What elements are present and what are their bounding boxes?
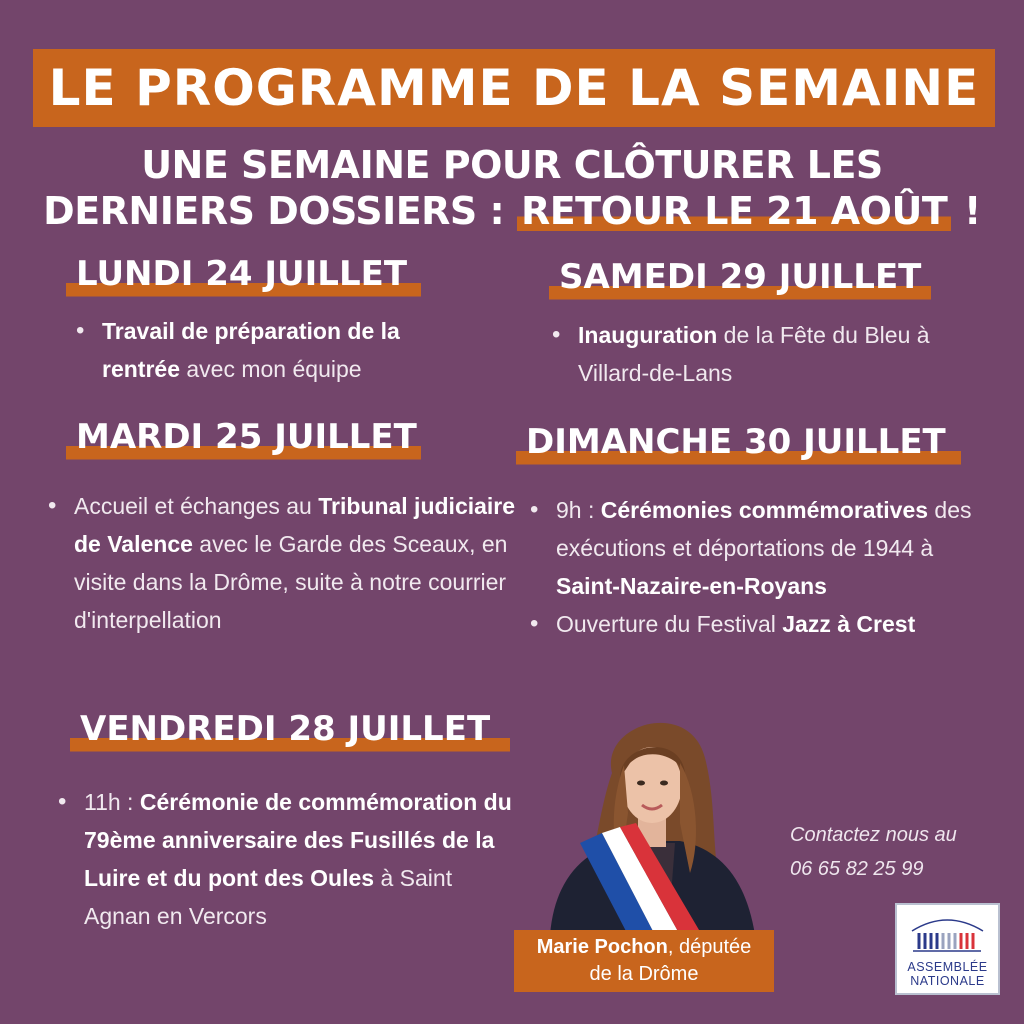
list-item [530, 605, 1000, 643]
list-item [552, 316, 932, 392]
subtitle-highlight: RETOUR LE 21 AOÛT [517, 189, 951, 233]
portrait-illustration [540, 703, 762, 935]
item-text: Ouverture du Festival [556, 611, 783, 637]
list-samedi [552, 316, 932, 392]
item-text: avec le Garde des Sceaux, en visite dans la Drôme, suite à notre courrier d'interpellation [74, 531, 508, 633]
item-bold: Travail de préparation de la rentrée [102, 318, 400, 382]
item-bold: Jazz à Crest [782, 611, 916, 637]
caption-line-2: de la Drôme [589, 963, 699, 985]
item-text: de la Fête du Bleu à Villard-de-Lans [578, 322, 930, 386]
item-text: Accueil et échanges au [74, 493, 319, 519]
list-item [530, 491, 1000, 605]
day-label-samedi: SAMEDI 29 JUILLET [559, 257, 922, 297]
day-label-dimanche: DIMANCHE 30 JUILLET [526, 422, 946, 462]
list-vendredi [58, 783, 518, 935]
day-heading-dimanche [516, 420, 961, 472]
list-item [48, 487, 518, 639]
item-bold: Cérémonie de commémoration du 79ème anniversaire des Fusillés de la Luire et du pont des Oules [84, 789, 512, 891]
item-text: 11h : [84, 789, 140, 815]
page-title: LE PROGRAMME DE LA SEMAINE [48, 59, 980, 117]
portrait-caption [514, 930, 774, 992]
subtitle [0, 142, 1024, 234]
deputy-role: , députée [667, 936, 752, 958]
item-text: 9h : [556, 497, 601, 523]
item-text: à Saint Agnan en Vercors [84, 865, 453, 929]
title-banner [33, 49, 995, 127]
logo-text [897, 960, 998, 988]
logo-emblem-icon [897, 905, 998, 955]
caption-line-1 [514, 934, 774, 961]
item-bold: Saint-Nazaire-en-Royans [556, 573, 827, 599]
item-bold: Cérémonies commémoratives [600, 497, 929, 523]
list-dimanche [530, 491, 1000, 643]
deputy-name: Marie Pochon [536, 936, 668, 958]
day-heading-samedi [549, 255, 931, 307]
list-lundi [76, 312, 476, 388]
logo-line-2: NATIONALE [910, 974, 985, 988]
portrait-photo [540, 703, 762, 935]
day-heading-lundi [66, 252, 421, 304]
subtitle-line-1: UNE SEMAINE POUR CLÔTURER LES [141, 143, 883, 187]
assemblee-nationale-logo [895, 903, 1000, 995]
day-heading-mardi [66, 415, 421, 467]
day-heading-vendredi [70, 707, 510, 759]
subtitle-line-2 [0, 188, 1024, 234]
contact-label: Contactez nous au [790, 824, 957, 846]
day-label-vendredi: VENDREDI 28 JUILLET [80, 709, 491, 749]
item-text: avec mon équipe [179, 356, 362, 382]
logo-line-1: ASSEMBLÉE [907, 960, 988, 974]
list-item [76, 312, 476, 388]
item-bold: Tribunal judiciaire de Valence [74, 493, 516, 557]
day-label-mardi: MARDI 25 JUILLET [76, 417, 417, 457]
subtitle-line-2-end: ! [963, 189, 981, 233]
item-text: des exécutions et déportations de 1944 à [556, 497, 972, 561]
contact-phone: 06 65 82 25 99 [790, 858, 924, 880]
subtitle-line-2-start: DERNIERS DOSSIERS : [43, 189, 505, 233]
list-item [58, 783, 518, 935]
list-mardi [48, 487, 518, 639]
item-bold: Inauguration [578, 322, 718, 348]
day-label-lundi: LUNDI 24 JUILLET [76, 254, 408, 294]
contact-info [790, 818, 1000, 886]
